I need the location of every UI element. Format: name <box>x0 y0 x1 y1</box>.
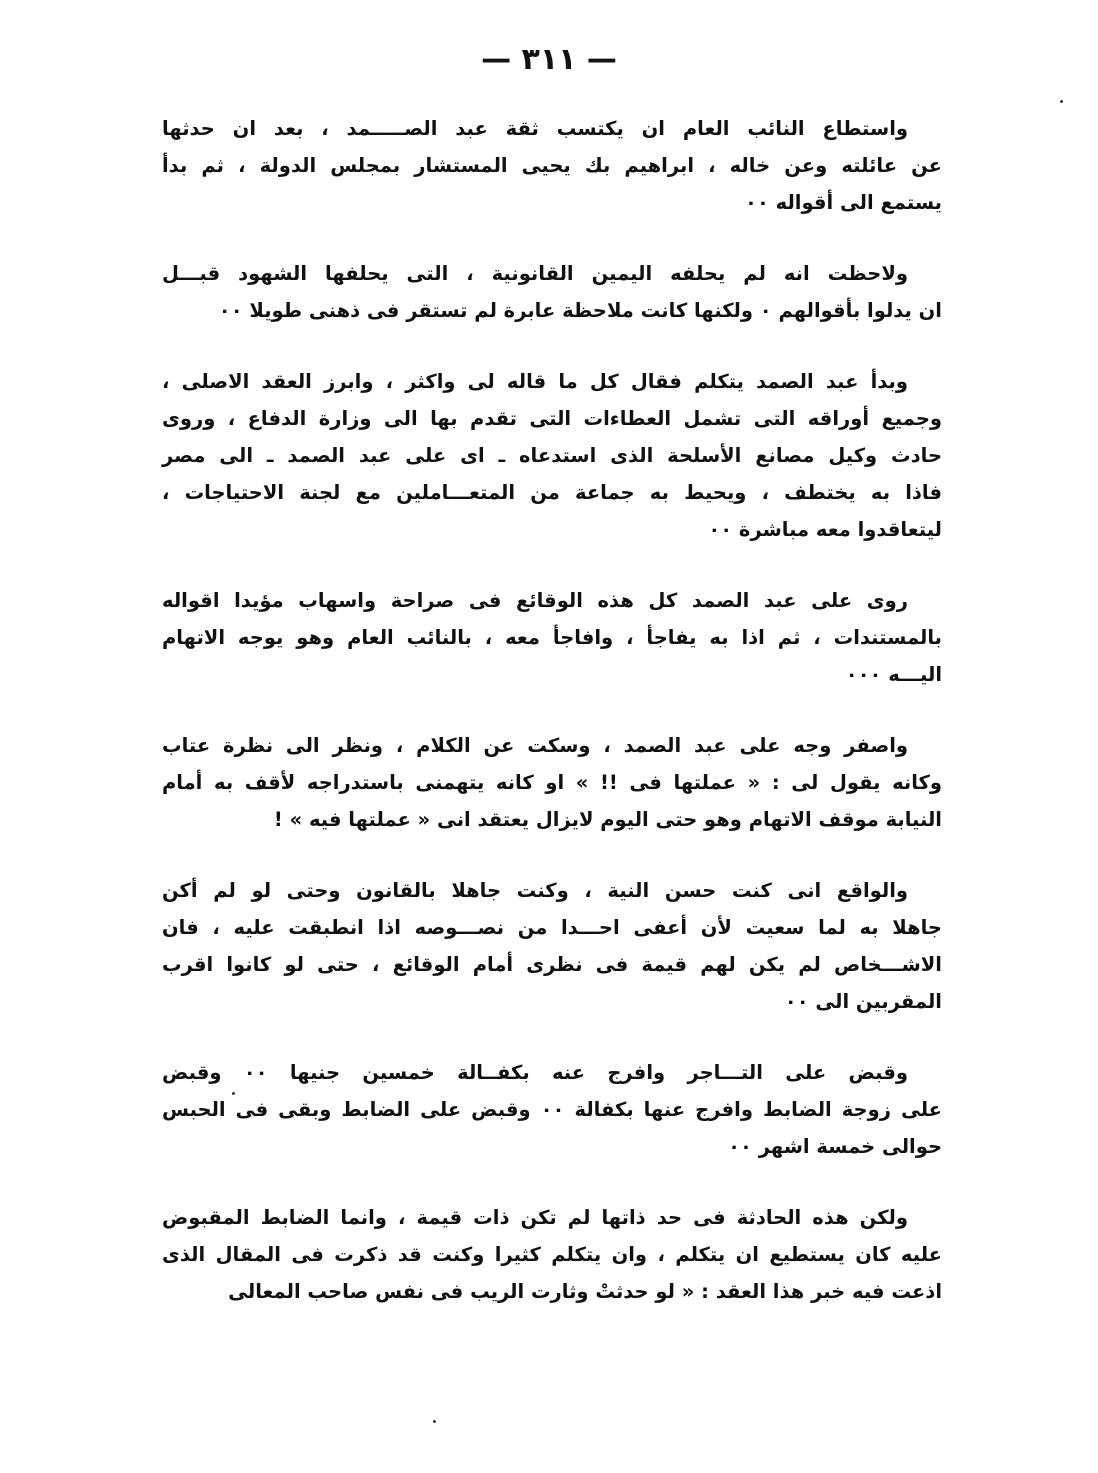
text-line: وجميع أوراقه التى تشمل العطاءات التى تقدم بها الى وزارة الدفاع ، وروى <box>162 407 942 430</box>
paragraph <box>162 363 942 548</box>
text-line: اليـــه ٠٠٠ <box>845 663 942 686</box>
paragraph <box>162 110 942 221</box>
text-line: ولاحظت انه لم يحلفه اليمين القانونية ، التى يحلفها الشهود قبـــل <box>162 262 908 285</box>
text-line: واستطاع النائب العام ان يكتسب ثقة عبد الصـــــمد ، بعد ان حدثها <box>162 117 908 140</box>
page-number: — ٣١١ — <box>481 42 617 77</box>
text-line: النيابة موقف الاتهام وهو حتى اليوم لايزال يعتقد انى « عملتها فيه » ! <box>273 808 942 831</box>
text-line: ولكن هذه الحادثة فى حد ذاتها لم تكن ذات قيمة ، وانما الضابط المقبوض <box>162 1206 908 1229</box>
text-line: وكانه يقول لى : « عملتها فى !! » او كانه يتهمنى باستدراجه لأقف به أمام <box>162 771 942 794</box>
text-line: الاشـــخاص لم يكن لهم قيمة فى نظرى أمام الوقائع ، حتى لو كانوا اقرب <box>162 953 942 976</box>
text-line: عن عائلته وعن خاله ، ابراهيم بك يحيى المستشار بمجلس الدولة ، ثم بدأ <box>162 154 942 177</box>
text-line: يستمع الى أقواله ٠٠ <box>745 191 942 214</box>
text-line: ليتعاقدوا معه مباشرة ٠٠ <box>708 518 942 541</box>
text-line: روى على عبد الصمد كل هذه الوقائع فى صراحة واسهاب مؤيدا اقواله <box>162 589 908 612</box>
text-line: جاهلا به لما سعيت لأن أعفى احـــدا من نصـــوصه اذا انطبقت عليه ، فان <box>162 916 942 939</box>
paragraph <box>162 1199 942 1310</box>
text-line: على زوجة الضابط وافرج عنها بكفالة ٠٠ وقبض على الضابط وبقى فى الحبس <box>162 1098 942 1121</box>
text-line: ان يدلوا بأقوالهم ٠ ولكنها كانت ملاحظة عابرة لم تستقر فى ذهنى طويلا ٠٠ <box>218 299 942 322</box>
paragraph <box>162 1054 942 1165</box>
text-line: وقبض على التـــاجر وافرج عنه بكفــالة خمسين جنيها ٠٠ وقبض <box>162 1061 908 1084</box>
paragraph <box>162 872 942 1020</box>
scan-speck <box>1060 100 1063 103</box>
text-line: اذعت فيه خبر هذا العقد : « لو حدثتْ وثارت الريب فى نفس صاحب المعالى <box>228 1280 942 1303</box>
scan-speck <box>433 1420 436 1423</box>
text-line: حادث وكيل مصانع الأسلحة الذى استدعاه ـ اى على عبد الصمد ـ الى مصر <box>162 444 942 467</box>
scan-speck <box>232 1092 235 1095</box>
text-line: حوالى خمسة اشهر ٠٠ <box>728 1135 942 1158</box>
paragraph <box>162 255 942 329</box>
body-text <box>162 110 942 1344</box>
text-line: فاذا به يختطف ، ويحيط به جماعة من المتعـــاملين مع لجنة الاحتياجات ، <box>162 481 942 504</box>
text-line: والواقع انى كنت حسن النية ، وكنت جاهلا بالقانون وحتى لو لم أكن <box>162 879 908 902</box>
paragraph <box>162 582 942 693</box>
paragraph <box>162 727 942 838</box>
text-line: وبدأ عبد الصمد يتكلم فقال كل ما قاله لى واكثر ، وابرز العقد الاصلى ، <box>162 370 908 393</box>
text-line: واصفر وجه على عبد الصمد ، وسكت عن الكلام ، ونظر الى نظرة عتاب <box>162 734 908 757</box>
text-line: عليه كان يستطيع ان يتكلم ، وان يتكلم كثيرا وكنت قد ذكرت فى المقال الذى <box>162 1243 942 1266</box>
text-line: بالمستندات ، ثم اذا به يفاجأ ، وافاجأ معه ، بالنائب العام وهو يوجه الاتهام <box>162 626 942 649</box>
text-line: المقربين الى ٠٠ <box>784 990 942 1013</box>
